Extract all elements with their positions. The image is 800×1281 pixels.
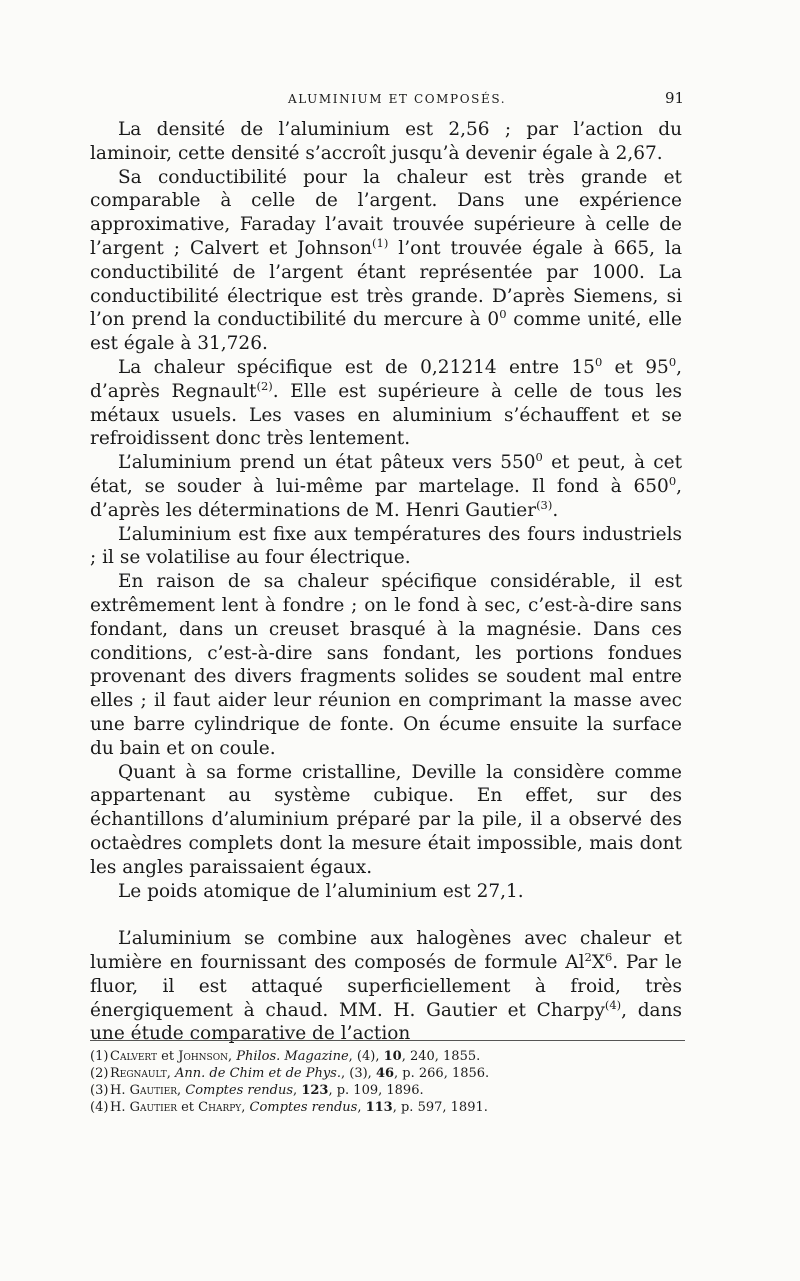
superscript: 0 (499, 307, 507, 322)
footnote-number: (2) (90, 1066, 109, 1081)
paragraph (90, 761, 682, 880)
footnote (90, 1048, 690, 1065)
superscript: 0 (535, 450, 543, 464)
text-run: , d’après les déterminations de M. Henri Gautier (90, 475, 682, 521)
paragraph (90, 166, 682, 356)
footnote-text: , (227, 1049, 237, 1064)
paragraph (90, 570, 682, 760)
text-run: Le poids atomique de l’aluminium est 27,1. (118, 880, 524, 902)
running-head (0, 89, 800, 112)
footnote-text: 123 (301, 1083, 329, 1098)
superscript: (1) (372, 235, 389, 250)
superscript: 6 (604, 949, 613, 964)
text-run: L’aluminium est fixe aux températures des fours industriels ; il se volatilise au four électrique. (90, 523, 682, 569)
text-run: L’aluminium se combine aux halogènes avec chaleur et lumière en fournissant des composés de formule Al (90, 928, 682, 974)
footnote-text: , (176, 1083, 186, 1098)
footnote (90, 1099, 690, 1116)
superscript: (3) (536, 497, 553, 512)
text-run: La densité de l’aluminium est 2,56 ; par l’action du laminoir, cette densité s’accroît jusqu’à devenir égale à 2,67. (90, 119, 682, 164)
footnote-text: Ann. de Chim et de Phys. (175, 1066, 341, 1081)
footnote-text: , (293, 1083, 302, 1098)
text-run: En raison de sa chaleur spécifique considérable, il est extrêmement lent à fondre ; on le fond à sec, c’est-à-dire sans fondant, dans un creuset brasqué à la magnésie. Dans ces conditions, c’est-à-dire sans fondant, les portions fondues provenant des divers fragments solides se soudent mal entre elles ; il faut aider leur réunion en comprimant la masse avec une barre cylindrique de fonte. On écume ensuite la surface du bain et on coule. (90, 571, 682, 759)
footnote-text: Regnault (110, 1066, 167, 1081)
footnote-text: 46 (375, 1066, 395, 1081)
footnote-text: , (241, 1100, 250, 1115)
text-run: et 95 (602, 356, 669, 378)
superscript: 2 (584, 949, 592, 964)
text-run: comme unité, elle est égale à 31,726. (90, 309, 682, 355)
footnote-text: , (3), (340, 1066, 376, 1081)
footnote-text: Comptes rendus (185, 1083, 294, 1098)
footnote-text: , p. 597, 1891. (392, 1100, 488, 1115)
footnote-text: Philos. Magazine (236, 1049, 349, 1064)
footnote-text: , 240, 1855. (401, 1049, 481, 1064)
paragraph (90, 880, 682, 904)
footnote-number: (1) (90, 1049, 109, 1064)
footnote-rule (90, 1040, 685, 1041)
footnote-text: , p. 266, 1856. (394, 1066, 490, 1081)
footnote-text: 10 (383, 1049, 402, 1064)
superscript: (4) (604, 997, 622, 1012)
footnote-text: Johnson (178, 1049, 228, 1064)
footnote-number: (4) (90, 1100, 109, 1115)
text-run: L’aluminium prend un état pâteux vers 550 (118, 452, 536, 474)
text-run: l’ont trouvée égale à 665, la conductibilité de l’argent étant représentée par 1000. La conductibilité électrique est très grande. D’après Siemens, si l’on prend la conductibilité du mercure à 0 (90, 237, 682, 331)
text-run: Sa conductibilité pour la chaleur est très grande et comparable à celle de l’argent. Dans une expérience approximative, Faraday l’avait trouvée supérieure à celle de l’argent ; Calvert et Johnson (90, 166, 682, 259)
text-run: , d’après Regnault (90, 356, 682, 402)
paragraph (90, 927, 682, 1046)
footnote-text: , (166, 1066, 176, 1081)
footnote-text: et (176, 1100, 199, 1115)
text-run: et peut, à cet état, se souder à lui-même par martelage. Il fond à 650 (90, 452, 683, 497)
running-title: ALUMINIUM ET COMPOSÉS. (288, 92, 507, 106)
page-number: 91 (665, 89, 685, 107)
superscript: (2) (256, 378, 273, 393)
superscript: 0 (668, 354, 677, 369)
footnote-text: , (357, 1100, 366, 1115)
text-run: . Par le fluor, il est attaqué superficiellement à froid, très énergiquement à chaud. MM. H. Gautier et Charpy (90, 952, 683, 1021)
footnote-text: Gautier (129, 1100, 177, 1115)
text-run: Quant à sa forme cristalline, Deville la considère comme appartenant au système cubique. En effet, sur des échantillons d’aluminium préparé par la pile, il a observé des octaèdres complets dont la mesure était impossible, mais dont les angles paraissaient égaux. (90, 761, 682, 878)
paragraph (90, 523, 682, 571)
footnote-number: (3) (90, 1083, 109, 1098)
paragraph (90, 356, 682, 451)
text-run: X (591, 952, 605, 974)
footnote-text: 113 (365, 1100, 393, 1115)
footnotes (90, 1048, 690, 1116)
footnote-text: H. (110, 1100, 130, 1115)
footnote-text: Gautier (129, 1083, 177, 1098)
footnote (90, 1082, 690, 1099)
text-run: . (552, 499, 559, 521)
superscript: 0 (594, 354, 603, 369)
footnote-text: Calvert (110, 1049, 158, 1064)
superscript: 0 (668, 473, 677, 488)
text-run: , dans une étude comparative de l’action (90, 999, 682, 1045)
text-run: . Elle est supérieure à celle de tous les métaux usuels. Les vases en aluminium s’échauffent et se refroidissent donc très lentement. (90, 380, 682, 450)
footnote-text: et (157, 1049, 179, 1064)
paragraph (90, 118, 682, 166)
footnote (90, 1065, 690, 1082)
footnote-text: , p. 109, 1896. (328, 1083, 424, 1098)
footnote-text: H. (110, 1083, 130, 1098)
paragraph (90, 451, 682, 522)
footnote-text: Charpy (198, 1100, 242, 1115)
body-text (90, 118, 682, 1046)
footnote-text: Comptes rendus (249, 1100, 358, 1115)
footnote-text: , (4), (348, 1049, 384, 1064)
text-run: La chaleur spécifique est de 0,21214 entre 15 (118, 356, 595, 378)
